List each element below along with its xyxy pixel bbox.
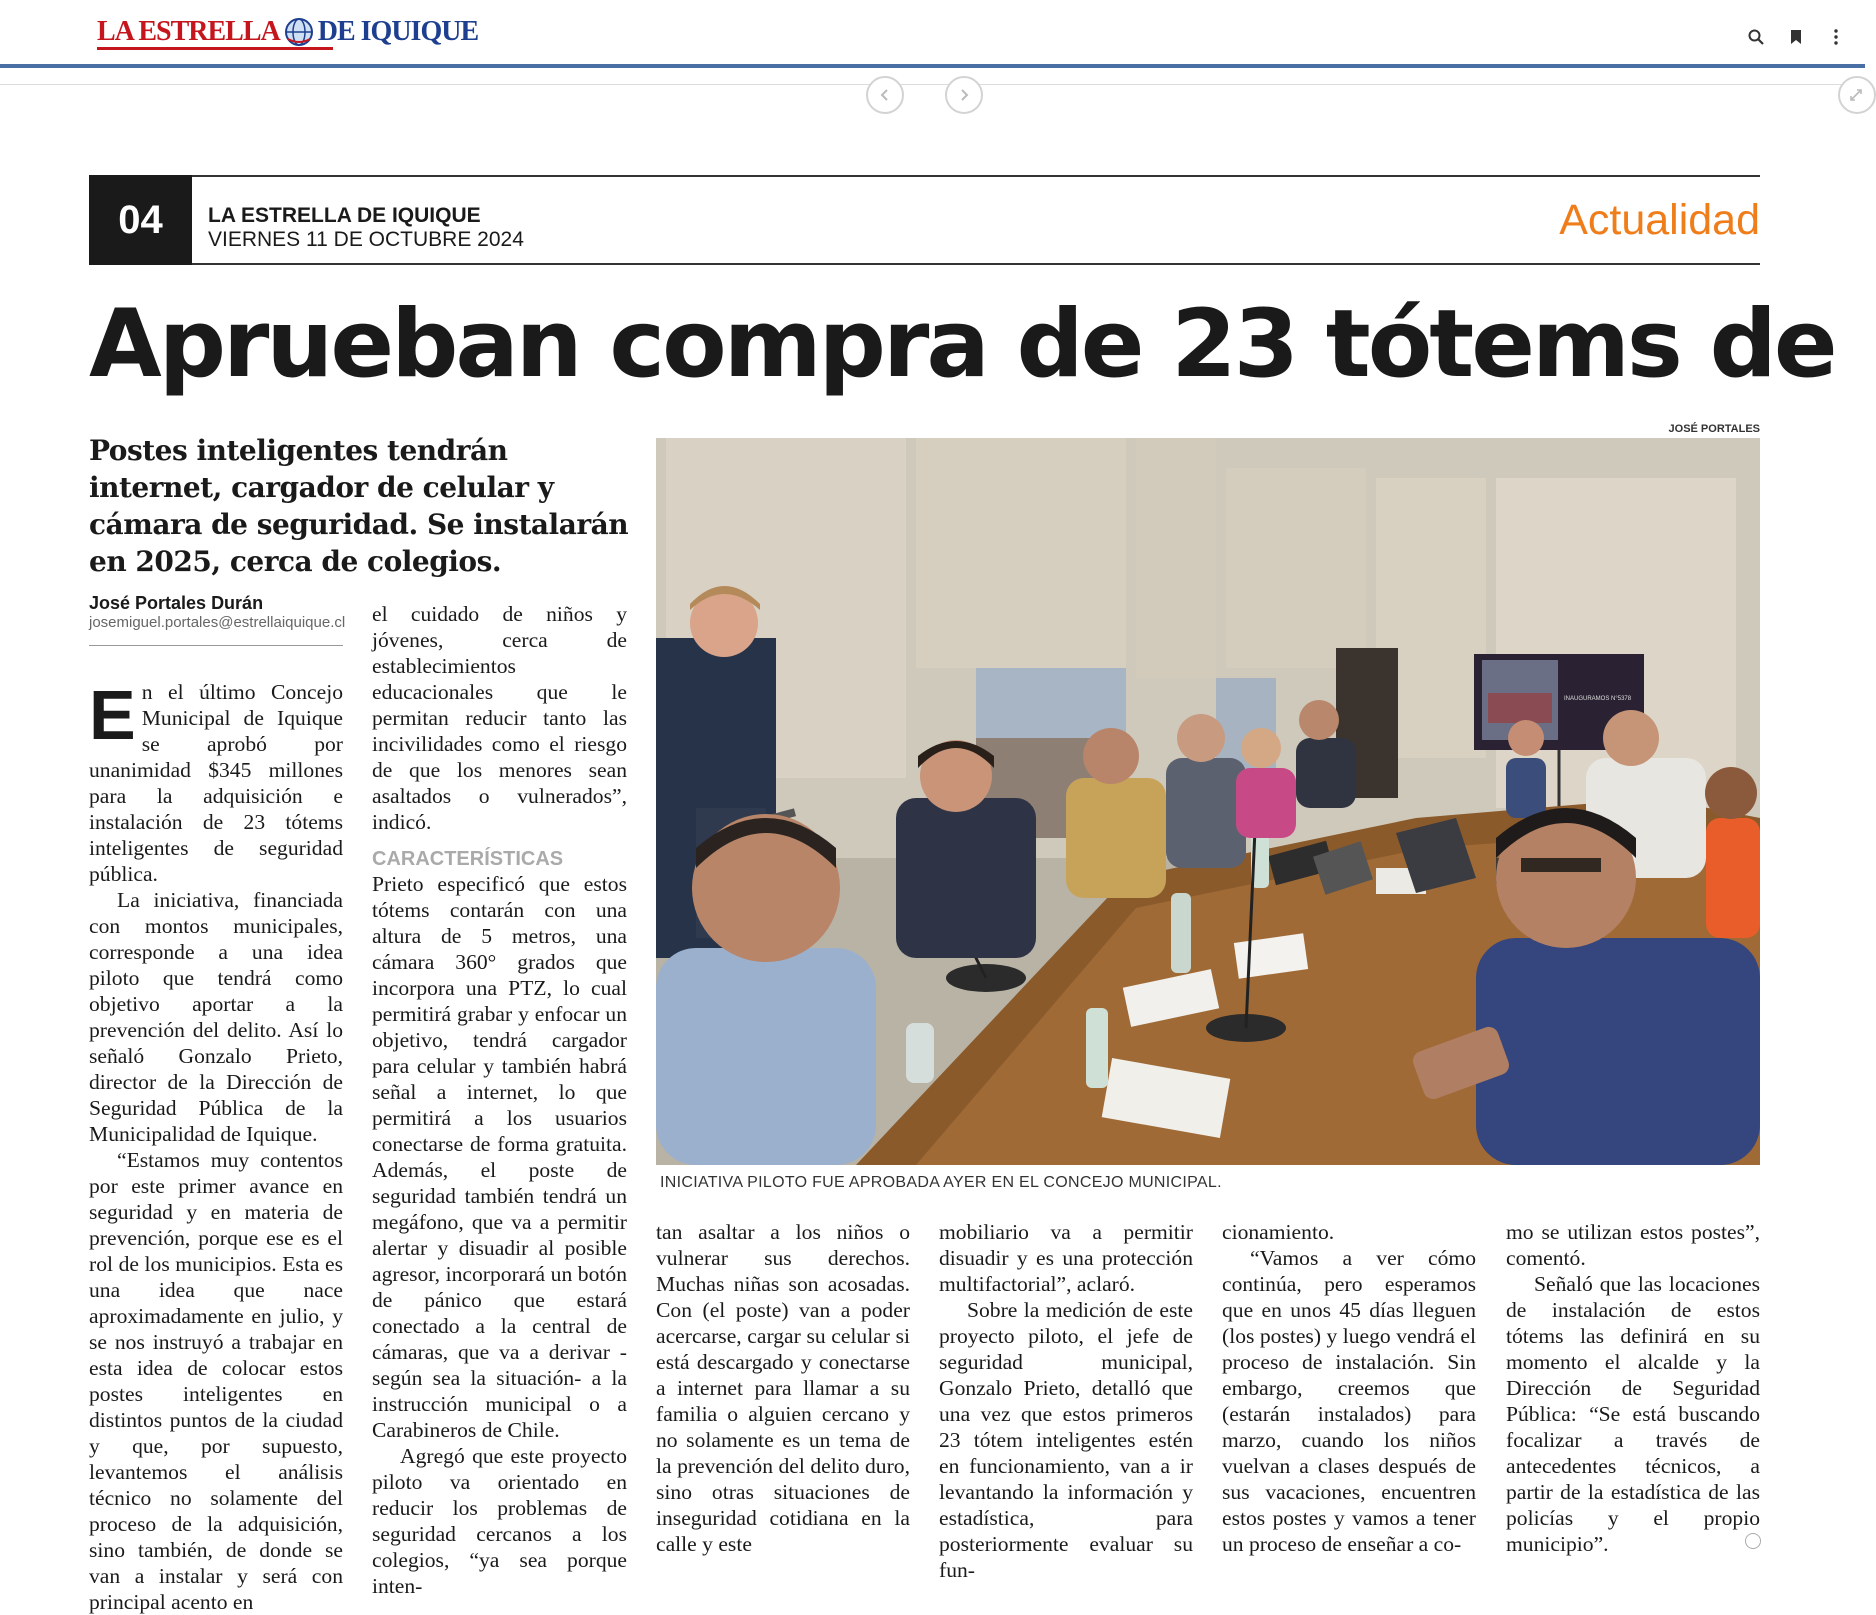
- newspaper-logo[interactable]: [97, 12, 478, 52]
- publication-name: LA ESTRELLA DE IQUIQUE: [208, 204, 481, 227]
- paragraph: La iniciativa, financiada con montos municipales, corresponde a una idea piloto que tendrá como objetivo aportar a la prevención del delito. Así lo señaló Gonzalo Prieto, director de la Dirección de Seguridad Pública de la Municipalidad de Iquique.: [89, 888, 343, 1146]
- globe-icon: [282, 15, 316, 49]
- toolbar-subrule: [0, 84, 1865, 85]
- drop-cap: E: [89, 676, 136, 754]
- next-page-button[interactable]: [945, 76, 983, 114]
- paragraph: Sobre la medición de este proyecto piloto, el jefe de seguridad municipal, Gonzalo Prieto, detalló que una vez que estos primeros 23 tótem inteligentes estén en funcionamiento, van a ir levantando la información y estadística, para posteriormente evaluar su fun-: [939, 1298, 1193, 1582]
- meeting-room-photo: [656, 438, 1760, 1165]
- svg-text:INAUGURAMOS N°5378: INAUGURAMOS N°5378: [1564, 696, 1632, 702]
- article-photo[interactable]: [656, 438, 1760, 1165]
- header-rule-bottom: [89, 263, 1760, 265]
- section-label: Actualidad: [1559, 196, 1760, 244]
- paragraph: cionamiento.: [1222, 1220, 1335, 1244]
- more-vertical-icon[interactable]: [1827, 28, 1845, 46]
- expand-icon: [1848, 87, 1864, 103]
- chevron-left-icon: [877, 87, 893, 103]
- article-deck: Postes inteligentes tendrán internet, cargador de celular y cámara de seguridad. Se instalarán en 2025, cerca de colegios.: [89, 434, 629, 578]
- paragraph: el cuidado de niños y jóvenes, cerca de establecimientos educacionales que le permitan reducir tanto las incivilidades como el riesgo de que los menores sean asaltados o vulnerados”, indicó.: [372, 602, 627, 834]
- page-corner-icon: [1745, 1533, 1761, 1549]
- viewer-toolbar: [0, 0, 1865, 66]
- toolbar-rule: [0, 64, 1865, 68]
- paragraph: mobiliario va a permitir disuadir y es una protección multifactorial”, aclaró.: [939, 1220, 1193, 1296]
- photo-credit: JOSÉ PORTALES: [1668, 423, 1760, 435]
- column-2: [372, 601, 627, 1599]
- paragraph: “Vamos a ver cómo continúa, pero esperamos que en unos 45 días lleguen (los postes) y luego vendrá el proceso de instalación. Sin embargo, creemos que (estarán instalados) para marzo, cuando los niños vuelvan a clases después de sus vacaciones, encuentren estos postes y vamos a tener un proceso de enseñar a co-: [1222, 1246, 1476, 1556]
- header-rule-top: [89, 175, 1760, 177]
- column-5: [1222, 1219, 1476, 1557]
- paragraph: Señaló que las locaciones de instalación de estos tótems las definirá en su momento el alcalde y la Dirección de Seguridad Pública: “Se está buscando focalizar a través de antecedentes técnicos, a partir de la estadística de las policías y el propio municipio”.: [1506, 1272, 1760, 1556]
- headline: Aprueban compra de 23 tótems de: [89, 290, 1835, 399]
- bookmark-icon[interactable]: [1787, 28, 1805, 46]
- expand-button[interactable]: [1838, 76, 1876, 114]
- logo-text-part1: LA ESTRELLA: [97, 16, 280, 47]
- search-icon[interactable]: [1747, 28, 1765, 46]
- author-name: José Portales Durán: [89, 593, 264, 613]
- paragraph: “Estamos muy contentos por este primer avance en seguridad y en materia de prevención, porque ese es el rol de los municipios. Esta es una idea que nace aproximadamente en julio, y se nos instruyó a trabajar en esta idea de colocar estos postes inteligentes en distintos puntos de la ciudad y que, por supuesto, levantemos el análisis técnico no solamente del proceso de la adquisición, sino también, de donde se van a instalar y será con principal acento en: [89, 1148, 343, 1614]
- column-1: [89, 676, 343, 1615]
- publication-date: VIERNES 11 DE OCTUBRE 2024: [208, 228, 524, 251]
- author-email[interactable]: josemiguel.portales@estrellaiquique.cl: [89, 614, 346, 631]
- paragraph: Prieto especificó que estos tótems contarán con una altura de 5 metros, una cámara 360° grados que incorpora una PTZ, lo cual permitirá grabar y enfocar un objetivo, tendrá cargador para celular y también habrá señal a internet, lo que permitirá a los usuarios conectarse de forma gratuita. Además, el poste de seguridad también tendrá un megáfono, que va a permitir alertar y disuadir al posible agresor, incorporará un botón de pánico que estará conectado a la central de cámaras, que va a derivar -según sea la situación- a la instrucción municipal o a Carabineros de Chile.: [372, 872, 627, 1442]
- previous-page-button[interactable]: [866, 76, 904, 114]
- logo-text-part2: DE IQUIQUE: [317, 16, 479, 47]
- chevron-right-icon: [956, 87, 972, 103]
- column-3: [656, 1219, 910, 1557]
- logo-underline: [97, 47, 333, 50]
- column-4: [939, 1219, 1193, 1583]
- byline-divider: [89, 645, 343, 646]
- column-6: [1506, 1219, 1760, 1557]
- subheading: CARACTERÍSTICAS: [372, 848, 564, 870]
- photo-caption: INICIATIVA PILOTO FUE APROBADA AYER EN EL CONCEJO MUNICIPAL.: [660, 1174, 1222, 1191]
- paragraph: En el último Concejo Municipal de Iquique se aprobó por unanimidad $345 millones para la adquisición e instalación de 23 tótems inteligentes de seguridad pública.: [89, 676, 343, 886]
- page-number: 04: [89, 175, 192, 265]
- paragraph: tan asaltar a los niños o vulnerar sus derechos. Muchas niñas son acosadas. Con (el poste) van a poder acercarse, cargar su celular si está descargado y conectarse a internet para llamar a su familia o alguien cercano y no solamente es un tema de la prevención del delito duro, sino otras situaciones de inseguridad cotidiana en la calle y este: [656, 1220, 910, 1556]
- paragraph: mo se utilizan estos postes”, comentó.: [1506, 1220, 1760, 1270]
- paragraph: Agregó que este proyecto piloto va orientado en reducir los problemas de seguridad cercanos a los colegios, “ya sea porque inten-: [372, 1444, 627, 1598]
